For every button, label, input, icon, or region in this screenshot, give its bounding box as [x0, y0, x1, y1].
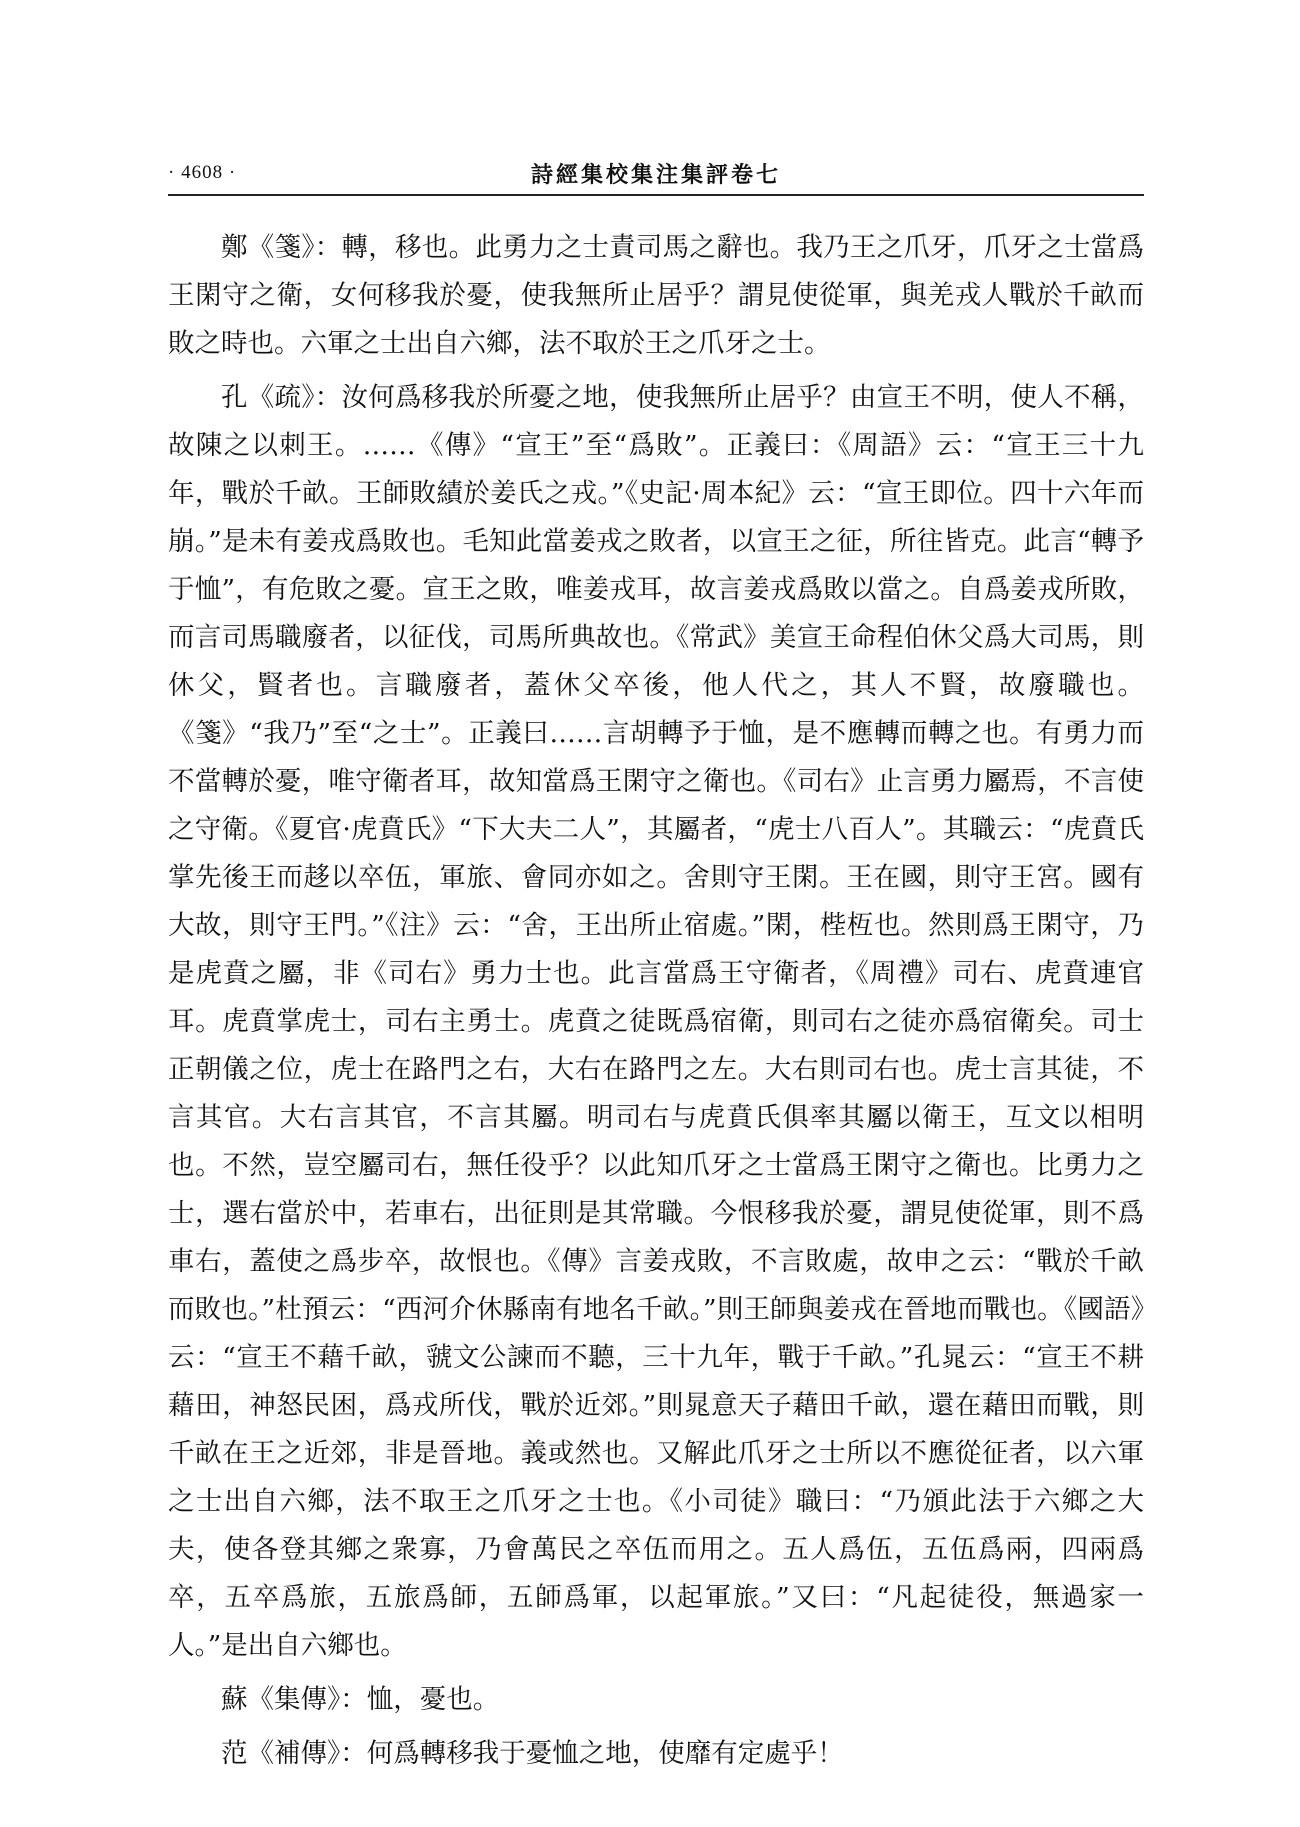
paragraph-fan-buzhuan: 范《補傳》：何爲轉移我于憂恤之地，使靡有定處乎！ [221, 1738, 844, 1769]
page-number: · 4608 · [168, 162, 237, 183]
header-divider [168, 194, 1144, 196]
commentary-body [168, 224, 1144, 1784]
paragraph-kong-shu: 孔《疏》：汝何爲移我於所憂之地，使我無所止居乎？由宣王不明，使人不稱，故陳之以刺王。……《傳》“宣王”至“爲敗”。正義曰：《周語》云：“宣王三十九年，戰於千畝。王師敗績於姜氏之戎。”《史記·周本紀》云：“宣王即位。四十六年而崩。”是未有姜戎爲敗也。毛知此當姜戎之敗者，以宣王之征，所往皆克。此言“轉予于恤”，有危敗之憂。宣王之敗，唯姜戎耳，故言姜戎爲敗以當之。自爲姜戎所敗，而言司馬職廢者，以征伐，司馬所典故也。《常武》美宣王命程伯休父爲大司馬，則休父，賢者也。言職廢者，蓋休父卒後，他人代之，其人不賢，故廢職也。《箋》“我乃”至“之士”。正義曰……言胡轉予于恤，是不應轉而轉之也。有勇力而不當轉於憂，唯守衛者耳，故知當爲王閑守之衛也。《司右》止言勇力屬焉，不言使之守衛。《夏官·虎賁氏》“下大夫二人”，其屬者，“虎士八百人”。其職云：“虎賁氏掌先後王而趍以卒伍，軍旅、會同亦如之。舍則守王閑。王在國，則守王宮。國有大故，則守王門。”《注》云：“舍，王出所止宿處。”閑，梐枑也。然則爲王閑守，乃是虎賁之屬，非《司右》勇力士也。此言當爲王守衛者，《周禮》司右、虎賁連官耳。虎賁掌虎士，司右主勇士。虎賁之徒既爲宿衛，則司右之徒亦爲宿衛矣。司士正朝儀之位，虎士在路門之右，大右在路門之左。大右則司右也。虎士言其徒，不言其官。大右言其官，不言其屬。明司右与虎賁氏俱率其屬以衛王，互文以相明也。不然，豈空屬司右，無任役乎？以此知爪牙之士當爲王閑守之衛也。比勇力之士，選右當於中，若車右，出征則是其常職。今恨移我於憂，謂見使從軍，則不爲車右，蓋使之爲步卒，故恨也。《傳》言姜戎敗，不言敗處，故申之云：“戰於千畝而敗也。”杜預云：“西河介休縣南有地名千畝。”則王師與姜戎在晉地而戰也。《國語》云：“宣王不藉千畝，虢文公諫而不聽，三十九年，戰于千畝。”孔晁云：“宣王不耕藉田，神怒民困，爲戎所伐，戰於近郊。”則晁意天子藉田千畝，還在藉田而戰，則千畝在王之近郊，非是晉地。義或然也。又解此爪牙之士所以不應從征者，以六軍之士出自六鄉，法不取王之爪牙之士也。《小司徒》職曰：“乃頒此法于六鄉之大夫，使各登其鄉之衆寡，乃會萬民之卒伍而用之。五人爲伍，五伍爲兩，四兩爲卒，五卒爲旅，五旅爲師，五師爲軍，以起軍旅。”又曰：“凡起徒役，無過家一人。”是出自六鄉也。 [168, 382, 1144, 1661]
paragraph-zheng-jian: 鄭《箋》：轉，移也。此勇力之士責司馬之辭也。我乃王之爪牙，爪牙之士當爲王閑守之衛，女何移我於憂，使我無所止居乎？謂見使從軍，與羌戎人戰於千畝而敗之時也。六軍之士出自六鄉，法不取於王之爪牙之士。 [168, 232, 1144, 359]
running-title: 詩經集校集注集評卷七 [530, 162, 781, 188]
paragraph-su-jizhuan: 蘇《集傳》：恤，憂也。 [221, 1684, 500, 1715]
page-header [168, 150, 1144, 190]
